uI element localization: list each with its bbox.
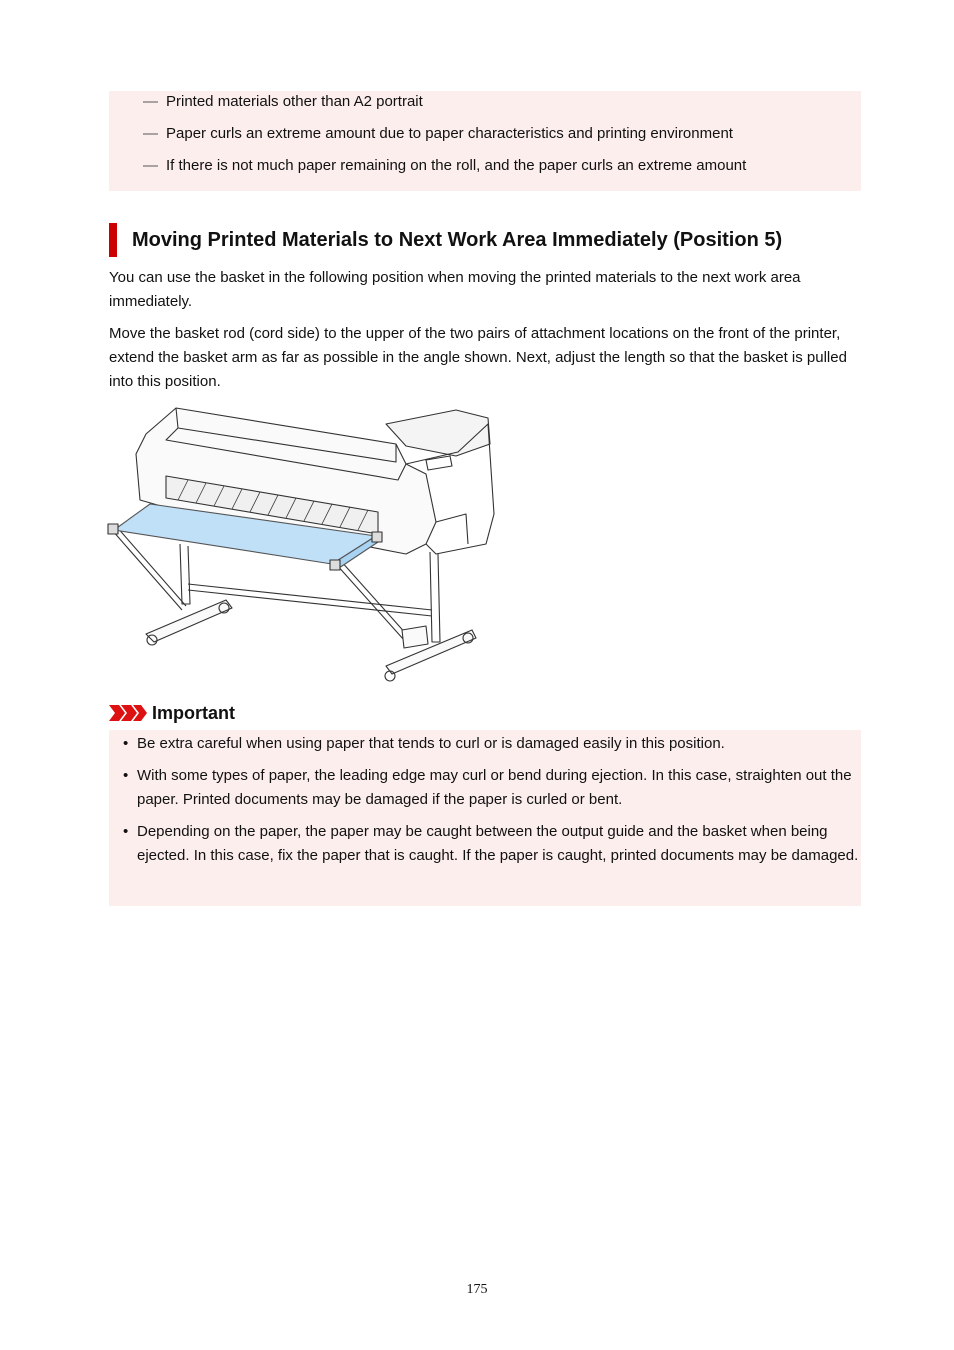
important-arrows-icon xyxy=(109,705,149,721)
section-heading: Moving Printed Materials to Next Work Area Immediately (Position 5) xyxy=(132,229,783,251)
important-box: • Be extra careful when using paper that tends to curl or is damaged easily in this position. • With some types of paper, the leading edge may curl or bend during ejection. In this case, straighten out the paper. Printed documents may be damaged if the paper is curled or bent. • Depending on the paper, the paper may be caught between the output guide and the basket when being ejected. In this case, fix the paper that is caught. If the paper is caught, printed documents may be damaged. xyxy=(109,730,861,906)
dash-icon: — xyxy=(143,93,158,110)
heading-accent-bar xyxy=(109,223,117,257)
bullet-icon: • xyxy=(123,823,129,840)
dash-icon: — xyxy=(143,125,158,142)
dash-icon: — xyxy=(143,157,158,174)
page-number: 175 xyxy=(466,1282,488,1297)
bullet-icon: • xyxy=(123,767,129,784)
paragraph: You can use the basket in the following position when moving the printed materials to the next work area immediately. xyxy=(109,269,801,310)
printer-basket-illustration xyxy=(106,404,496,688)
important-label: Important xyxy=(152,703,235,723)
notes-box: — Printed materials other than A2 portrait — Paper curls an extreme amount due to paper characteristics and printing environment — If there is not much paper remaining on the roll, and the paper curls an extreme amount xyxy=(109,91,861,191)
paragraph: Move the basket rod (cord side) to the upper of the two pairs of attachment locations on the front of the printer, extend the basket arm as far as possible in the angle shown. Next, adjust the length so that the basket is pulled into this position. xyxy=(109,325,847,390)
bullet-icon: • xyxy=(123,735,129,752)
